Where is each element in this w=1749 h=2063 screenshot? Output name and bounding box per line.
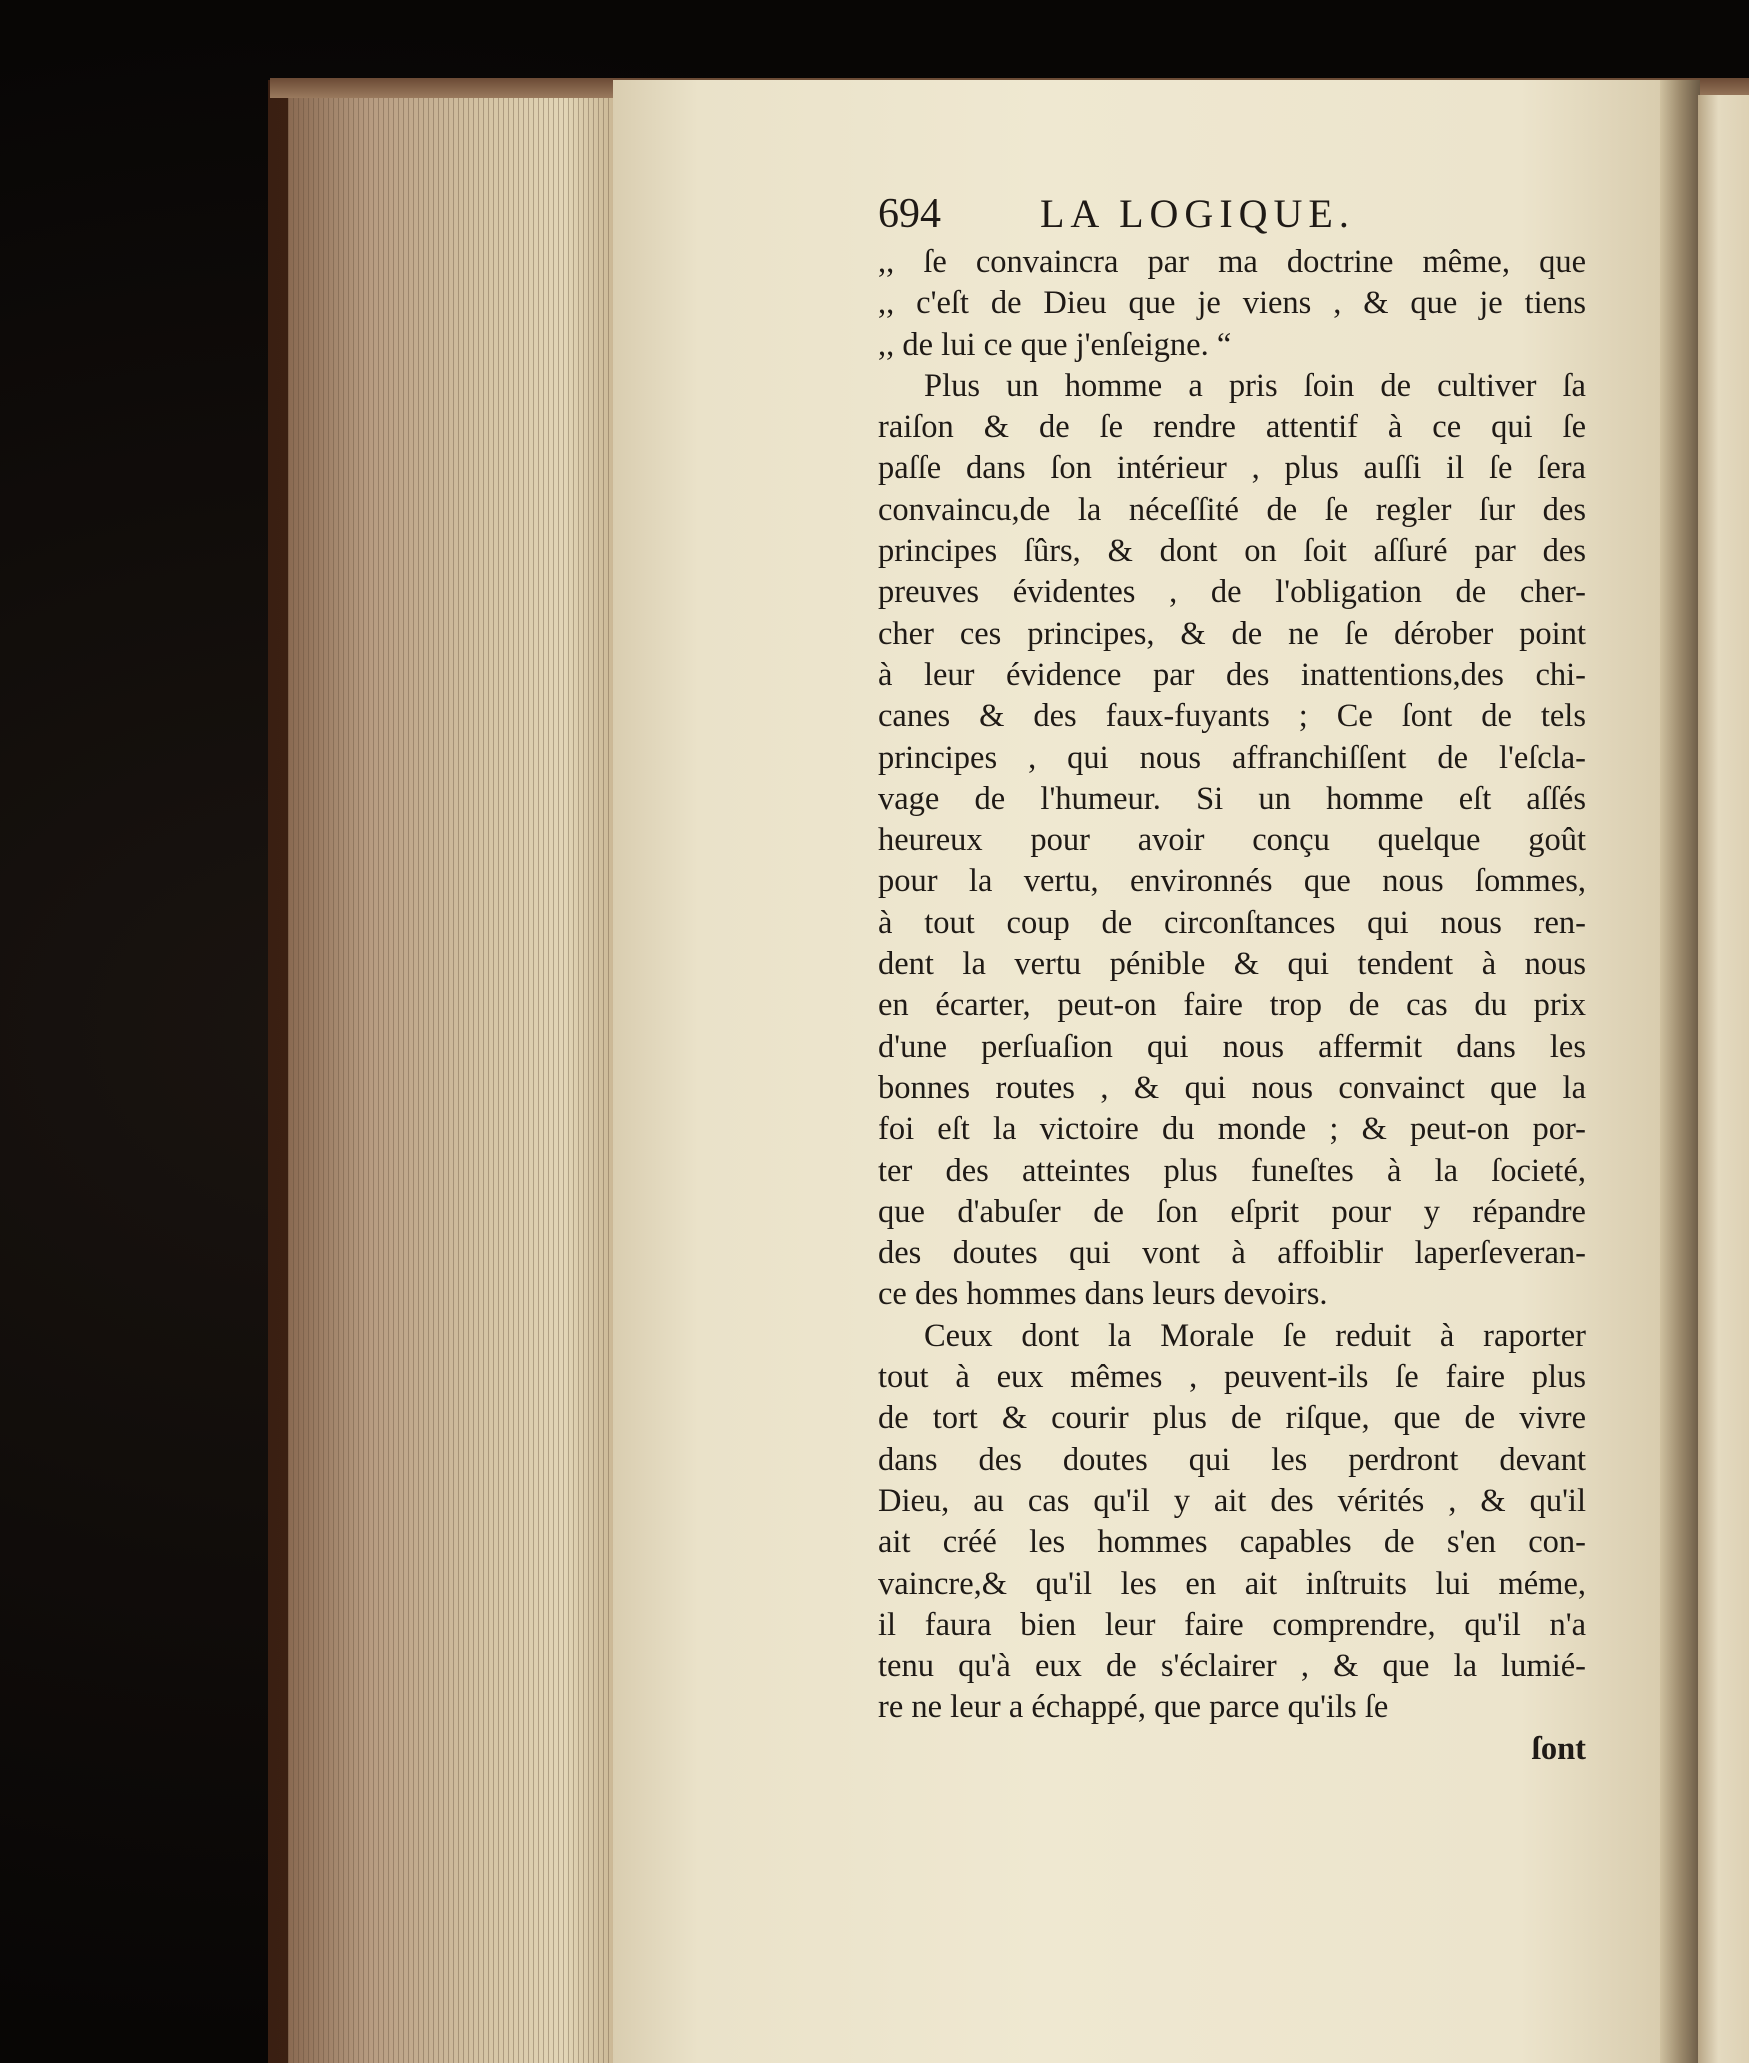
text-line: ce des hommes dans leurs devoirs. bbox=[878, 1276, 1328, 1313]
text-line: tout à eux mêmes , peuvent-ils ſe faire plus bbox=[878, 1359, 1586, 1396]
paragraph bbox=[878, 366, 1586, 1316]
paragraph bbox=[878, 1316, 1586, 1729]
text-line: vaincre,& qu'il les en ait inſtruits lui méme, bbox=[878, 1565, 1586, 1602]
text-line: ,, ſe convaincra par ma doctrine même, que bbox=[878, 244, 1586, 280]
text-line: que d'abuſer de ſon eſprit pour y répandre bbox=[878, 1193, 1586, 1230]
text-line: heureux pour avoir conçu quelque goût bbox=[878, 822, 1586, 859]
text-line: ait créé les hommes capables de s'en con- bbox=[878, 1524, 1586, 1561]
text-line: Dieu, au cas qu'il y ait des vérités , & qu'il bbox=[878, 1482, 1586, 1519]
text-line: vage de l'humeur. Si un homme eſt aſſés bbox=[878, 780, 1586, 817]
text-line: de tort & courir plus de riſque, que de vivre bbox=[878, 1400, 1586, 1437]
page-number: 694 bbox=[878, 191, 941, 237]
text-line: ,, c'eſt de Dieu que je viens , & que je tiens bbox=[878, 285, 1586, 322]
text-line: paſſe dans ſon intérieur , plus auſſi il ſe ſera bbox=[878, 450, 1586, 487]
text-line: principes ſûrs, & dont on ſoit aſſuré par des bbox=[878, 533, 1586, 570]
page-text-block bbox=[878, 190, 1586, 1770]
text-line: pour la vertu, environnés que nous ſommes, bbox=[878, 863, 1586, 900]
text-line: d'une perſuaſion qui nous affermit dans les bbox=[878, 1028, 1586, 1065]
running-title: LA LOGIQUE. bbox=[1040, 191, 1355, 236]
text-line: cher ces principes, & de ne ſe dérober point bbox=[878, 615, 1586, 652]
text-line: à leur évidence par des inattentions,des chi- bbox=[878, 656, 1586, 693]
text-line: foi eſt la victoire du monde ; & peut-on por- bbox=[878, 1111, 1586, 1148]
text-line: re ne leur a échappé, que parce qu'ils ſe bbox=[878, 1689, 1389, 1726]
text-line: preuves évidentes , de l'obligation de cher- bbox=[878, 574, 1586, 611]
text-line: dans des doutes qui les perdront devant bbox=[878, 1441, 1586, 1478]
text-line: Plus un homme a pris ſoin de cultiver ſa bbox=[924, 367, 1586, 404]
catchword: ſont bbox=[1531, 1730, 1586, 1767]
body-text bbox=[878, 242, 1586, 1729]
text-line: convaincu,de la néceſſité de ſe regler ſur des bbox=[878, 491, 1586, 528]
text-line: dent la vertu pénible & qui tendent à nous bbox=[878, 946, 1586, 983]
text-line: à tout coup de circonſtances qui nous ren- bbox=[878, 904, 1586, 941]
text-line: en écarter, peut-on faire trop de cas du prix bbox=[878, 987, 1586, 1024]
text-line: tenu qu'à eux de s'éclairer , & que la lumié- bbox=[878, 1648, 1586, 1685]
facing-page-edge bbox=[1698, 95, 1749, 2063]
text-line: ter des atteintes plus funeſtes à la ſocieté, bbox=[878, 1152, 1586, 1189]
text-line: il faura bien leur faire comprendre, qu'il n'a bbox=[878, 1606, 1586, 1643]
text-line: bonnes routes , & qui nous convainct que la bbox=[878, 1069, 1586, 1106]
paragraph bbox=[878, 242, 1586, 366]
text-line: canes & des faux-fuyants ; Ce ſont de tels bbox=[878, 698, 1586, 735]
text-line: raiſon & de ſe rendre attentif à ce qui ſe bbox=[878, 409, 1586, 446]
text-line: des doutes qui vont à affoiblir laperſeveran- bbox=[878, 1235, 1586, 1272]
text-line: ,, de lui ce que j'enſeigne. “ bbox=[878, 326, 1232, 363]
page-header bbox=[878, 190, 1586, 242]
book-gutter bbox=[1660, 80, 1700, 2063]
page-block-edges bbox=[288, 78, 613, 2063]
text-line: principes , qui nous affranchiſſent de l'eſcla- bbox=[878, 739, 1586, 776]
text-line: Ceux dont la Morale ſe reduit à raporter bbox=[924, 1317, 1586, 1354]
